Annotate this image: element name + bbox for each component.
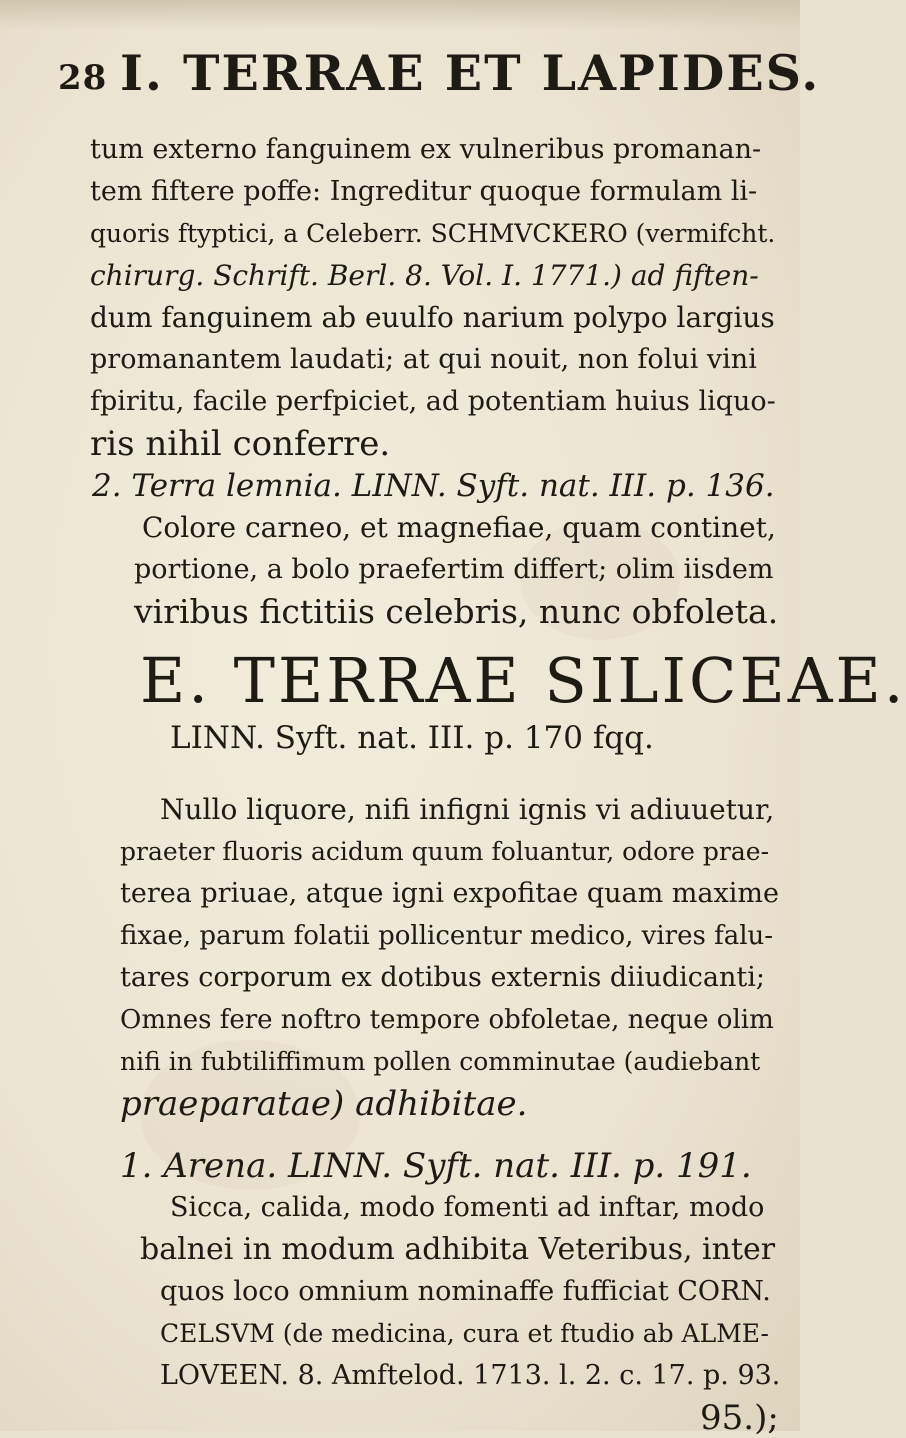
text-line: LOVEEN. 8. Amftelod. 1713. l. 2. c. 17. p. 93. — [160, 1360, 781, 1391]
section-title: E. TERRAE SILICEAE. — [140, 644, 906, 717]
text-line: Omnes fere noftro tempore obfoletae, neque olim — [120, 1005, 774, 1035]
text-line: portione, a bolo praefertim differt; olim iisdem — [134, 554, 774, 585]
text-line: chirurg. Schrift. Berl. 8. Vol. I. 1771.) ad fiften- — [90, 259, 759, 292]
text-line: terea priuae, atque igni expofitae quam maxime — [120, 878, 779, 909]
text-line: Colore carneo, et magnefiae, quam continet, — [142, 511, 776, 544]
page-header — [58, 38, 821, 102]
page-top-edge — [0, 0, 800, 30]
text-line: nifi in fubtiliffimum pollen comminutae (audiebant — [120, 1047, 761, 1076]
text-line: dum fanguinem ab euulfo narium polypo largius — [90, 301, 775, 334]
text-line: quos loco omnium nominaffe fufficiat CORN. — [160, 1276, 771, 1307]
text-line: Sicca, calida, modo fomenti ad inftar, modo — [170, 1192, 765, 1223]
running-head: I. TERRAE ET LAPIDES. — [120, 44, 821, 102]
text-line: fpiritu, facile perfpiciet, ad potentiam huius liquo- — [90, 386, 776, 417]
text-line: promanantem laudati; at qui nouit, non folui vini — [90, 344, 757, 375]
text-line: balnei in modum adhibita Veteribus, inter — [140, 1232, 776, 1267]
text-line: Nullo liquore, nifi infigni ignis vi adiuuetur, — [160, 793, 775, 826]
text-line: CELSVM (de medicina, cura et ftudio ab ALME- — [160, 1319, 769, 1348]
text-line: 95.); — [700, 1398, 779, 1438]
text-line: fixae, parum folatii pollicentur medico, vires falu- — [120, 921, 774, 951]
text-line: ris nihil conferre. — [90, 424, 391, 464]
text-line: praeparatae) adhibitae. — [120, 1084, 528, 1124]
text-line: tares corporum ex dotibus externis diiudicanti; — [120, 962, 765, 993]
text-line: praeter fluoris acidum quum foluantur, odore prae- — [120, 837, 770, 866]
section-reference: LINN. Syft. nat. III. p. 170 fqq. — [170, 720, 654, 756]
entry-heading: 2. Terra lemnia. LINN. Syft. nat. III. p. 136. — [92, 468, 775, 504]
page-number: 28 — [58, 58, 108, 98]
entry-heading: 1. Arena. LINN. Syft. nat. III. p. 191. — [120, 1146, 752, 1186]
text-line: viribus fictitiis celebris, nunc obfoleta. — [134, 592, 779, 631]
text-line: tem fiftere poffe: Ingreditur quoque formulam li- — [90, 176, 758, 207]
text-line: tum externo fanguinem ex vulneribus promanan- — [90, 134, 762, 165]
text-line: quoris ftyptici, a Celeberr. SCHMVCKERO (vermifcht. — [90, 219, 776, 248]
